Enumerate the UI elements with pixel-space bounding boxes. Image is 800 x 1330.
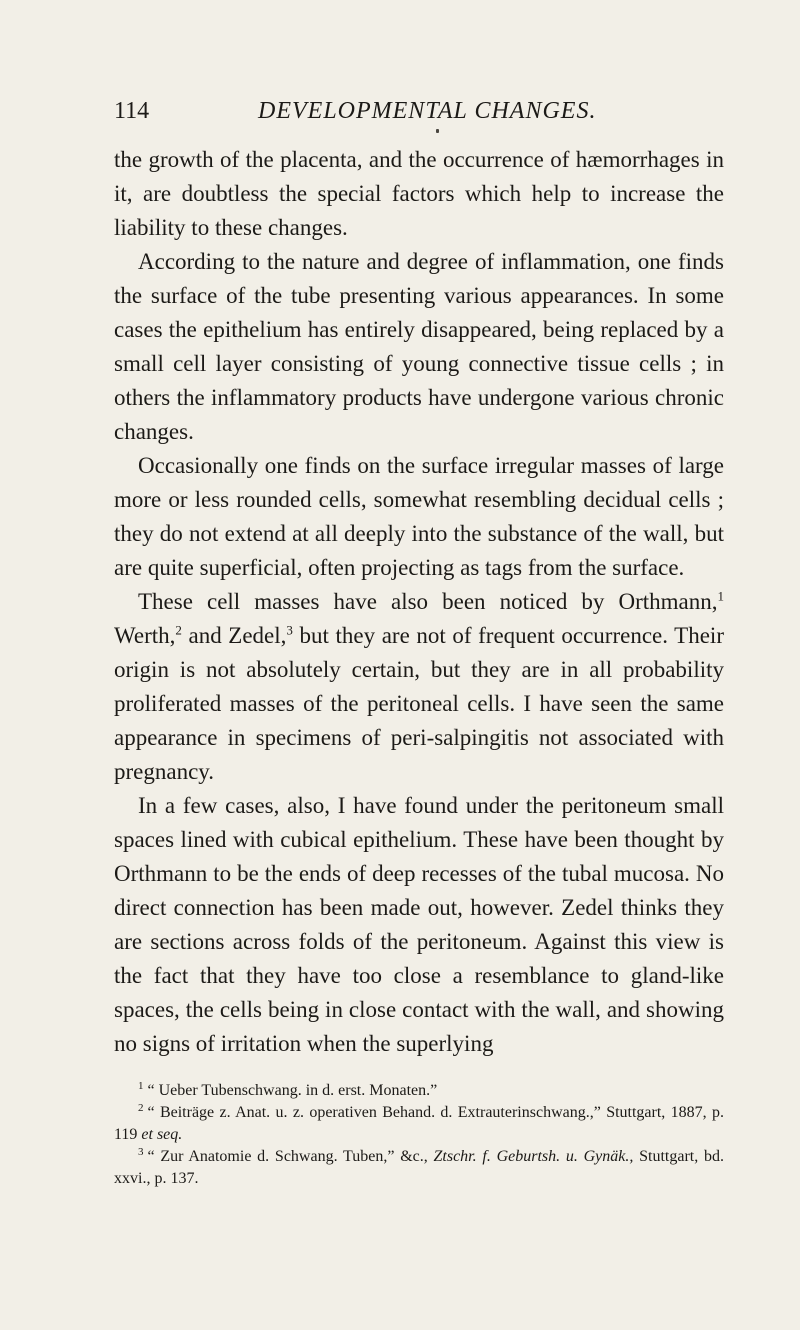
footnote-1: [114, 1080, 724, 1102]
footnote-ref-3: 3: [286, 622, 293, 638]
paragraph-2: According to the nature and degree of inflammation, one finds the surface of the tube presenting various appearances. In some cases the epithelium has entirely disappeared, being replaced by a small cell layer consisting of young connective tissue cells ; in others the inflammatory products have undergone various chronic changes.: [114, 249, 724, 444]
paragraph-1: the growth of the placenta, and the occurrence of hæmorrhages in it, are doubtless the special factors which help to increase the liability to these changes.: [114, 147, 724, 240]
page-number: 114: [114, 98, 150, 124]
paragraph-3: Occasionally one finds on the surface irregular masses of large more or less rounded cells, somewhat resembling decidual cells ; they do not extend at all deeply into the substance of the wall, but are quite superficial, often projecting as tags from the surface.: [114, 453, 724, 580]
footnote-1-text: “ Ueber Tubenschwang. in d. erst. Monaten.”: [147, 1082, 438, 1099]
paragraph-4-part-4: but they are not of frequent occurrence. Their origin is not absolutely certain, but they are in all probability proliferated masses of the peritoneal cells. I have seen the same appearance in specimens of peri-salpingitis not associated with pregnancy.: [114, 623, 724, 784]
paragraph-4-part-1: These cell masses have also been noticed by Orthmann,: [138, 589, 718, 614]
footnote-3-mark: 3: [138, 1145, 144, 1158]
paragraph-5: In a few cases, also, I have found under the peritoneum small spaces lined with cubical epithelium. These have been thought by Orthmann to be the ends of deep recesses of the tubal mucosa. No direct connection has been made out, however. Zedel thinks they are sections across folds of the peritoneum. Against this view is the fact that they have too close a resemblance to gland-like spaces, the cells being in close contact with the wall, and showing no signs of irritation when the superlying: [114, 793, 724, 1056]
footnote-3-italic: Ztschr. f. Geburtsh. u. Gynäk.,: [433, 1148, 634, 1165]
footnote-ref-2: 2: [175, 622, 182, 638]
print-speck: [436, 129, 439, 133]
paragraph-4-part-2: Werth,: [114, 623, 176, 648]
footnote-2-italic: et seq.: [141, 1126, 183, 1143]
footnote-2-text: “ Beiträge z. Anat. u. z. operativen Behand. d. Extrauterinschwang.,” Stuttgart, 1887, p. 119: [114, 1104, 724, 1143]
footnote-2-mark: 2: [138, 1101, 144, 1114]
running-title: DEVELOPMENTAL CHANGES.: [258, 98, 597, 124]
footnote-1-mark: 1: [138, 1079, 144, 1092]
body-text: [114, 143, 724, 1061]
footnote-3-text-after: Stuttgart, bd. xxvi., p. 137.: [114, 1148, 724, 1187]
footnote-3: [114, 1146, 724, 1190]
footnote-2: [114, 1102, 724, 1146]
page-header: [114, 98, 724, 134]
paragraph-4: [114, 585, 724, 789]
paragraph-4-part-3: and Zedel,: [181, 623, 287, 648]
footnote-ref-1: 1: [717, 588, 724, 604]
footnote-3-text: “ Zur Anatomie d. Schwang. Tuben,” &c.,: [147, 1148, 434, 1165]
footnotes: [114, 1080, 724, 1190]
